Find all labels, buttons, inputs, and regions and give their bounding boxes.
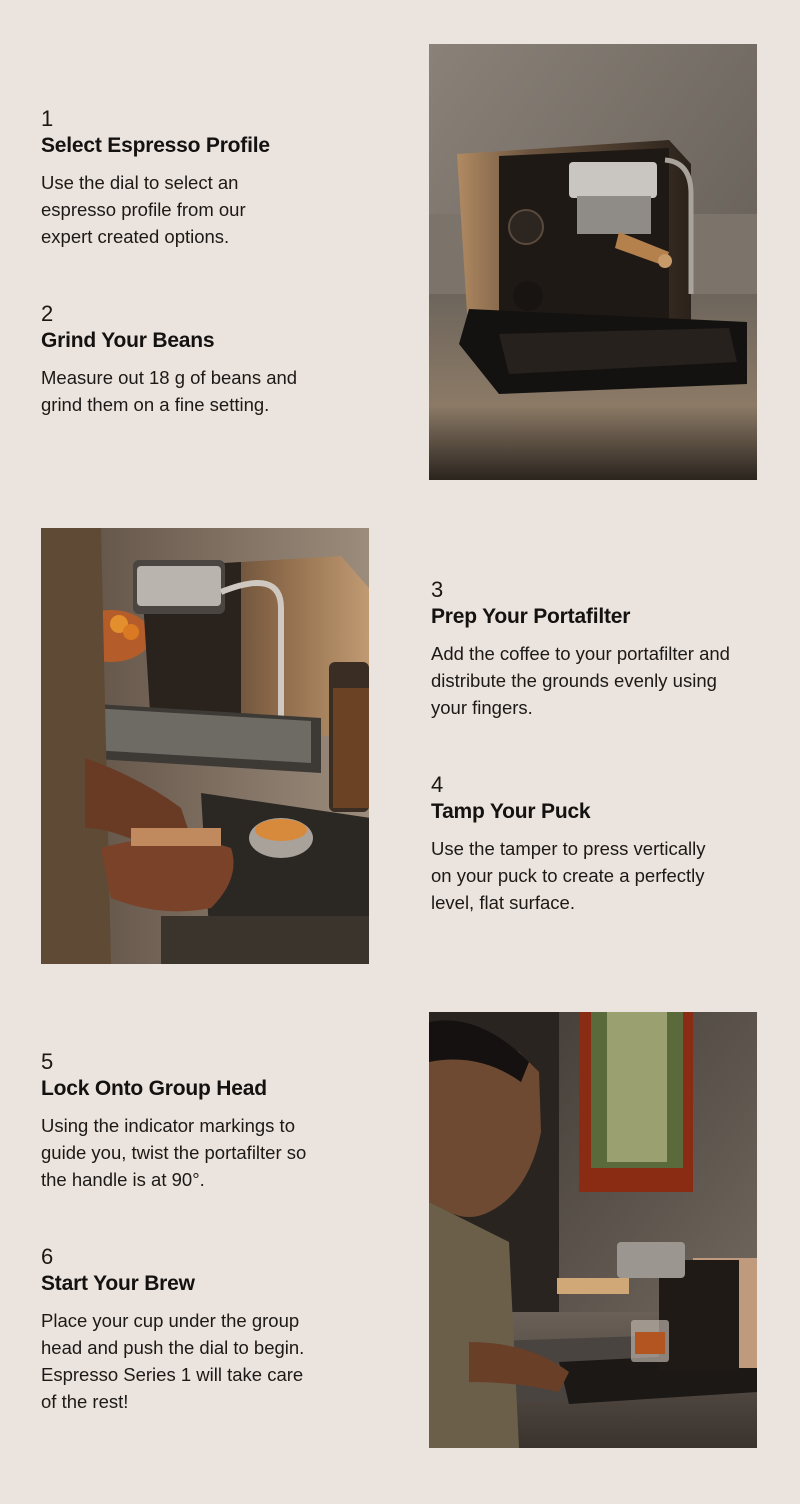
step-description: Place your cup under the group head and push the dial to begin. Espresso Series 1 will take care of the rest!: [41, 1310, 305, 1412]
step-1: [41, 106, 341, 250]
step-title: Grind Your Beans: [41, 329, 215, 352]
step-4: [431, 772, 731, 916]
step-number: 1: [41, 106, 54, 131]
step-number: 4: [431, 772, 444, 797]
step-description: Measure out 18 g of beans and grind them on a fine setting.: [41, 367, 298, 415]
step-5: [41, 1049, 341, 1193]
step-title: Tamp Your Puck: [431, 800, 591, 823]
step-number: 3: [431, 577, 444, 602]
step-number: 5: [41, 1049, 54, 1074]
espresso-machine-photo: [429, 44, 757, 480]
step-description: Using the indicator markings to guide you, twist the portafilter so the handle is at 90°.: [41, 1115, 307, 1190]
step-3: [431, 577, 731, 721]
step-description: Use the dial to select an espresso profile from our expert created options.: [41, 172, 246, 247]
portafilter-hands-photo: [41, 528, 369, 964]
step-title: Prep Your Portafilter: [431, 605, 631, 628]
step-number: 6: [41, 1244, 54, 1269]
step-6: [41, 1244, 341, 1415]
step-description: Add the coffee to your portafilter and distribute the grounds evenly using your fingers.: [431, 643, 730, 718]
step-title: Lock Onto Group Head: [41, 1077, 267, 1100]
step-title: Select Espresso Profile: [41, 134, 270, 157]
step-2: [41, 301, 341, 418]
man-brewing-photo: [429, 1012, 757, 1448]
step-description: Use the tamper to press vertically on your puck to create a perfectly level, flat surface.: [431, 838, 706, 913]
step-number: 2: [41, 301, 54, 326]
step-title: Start Your Brew: [41, 1272, 195, 1295]
